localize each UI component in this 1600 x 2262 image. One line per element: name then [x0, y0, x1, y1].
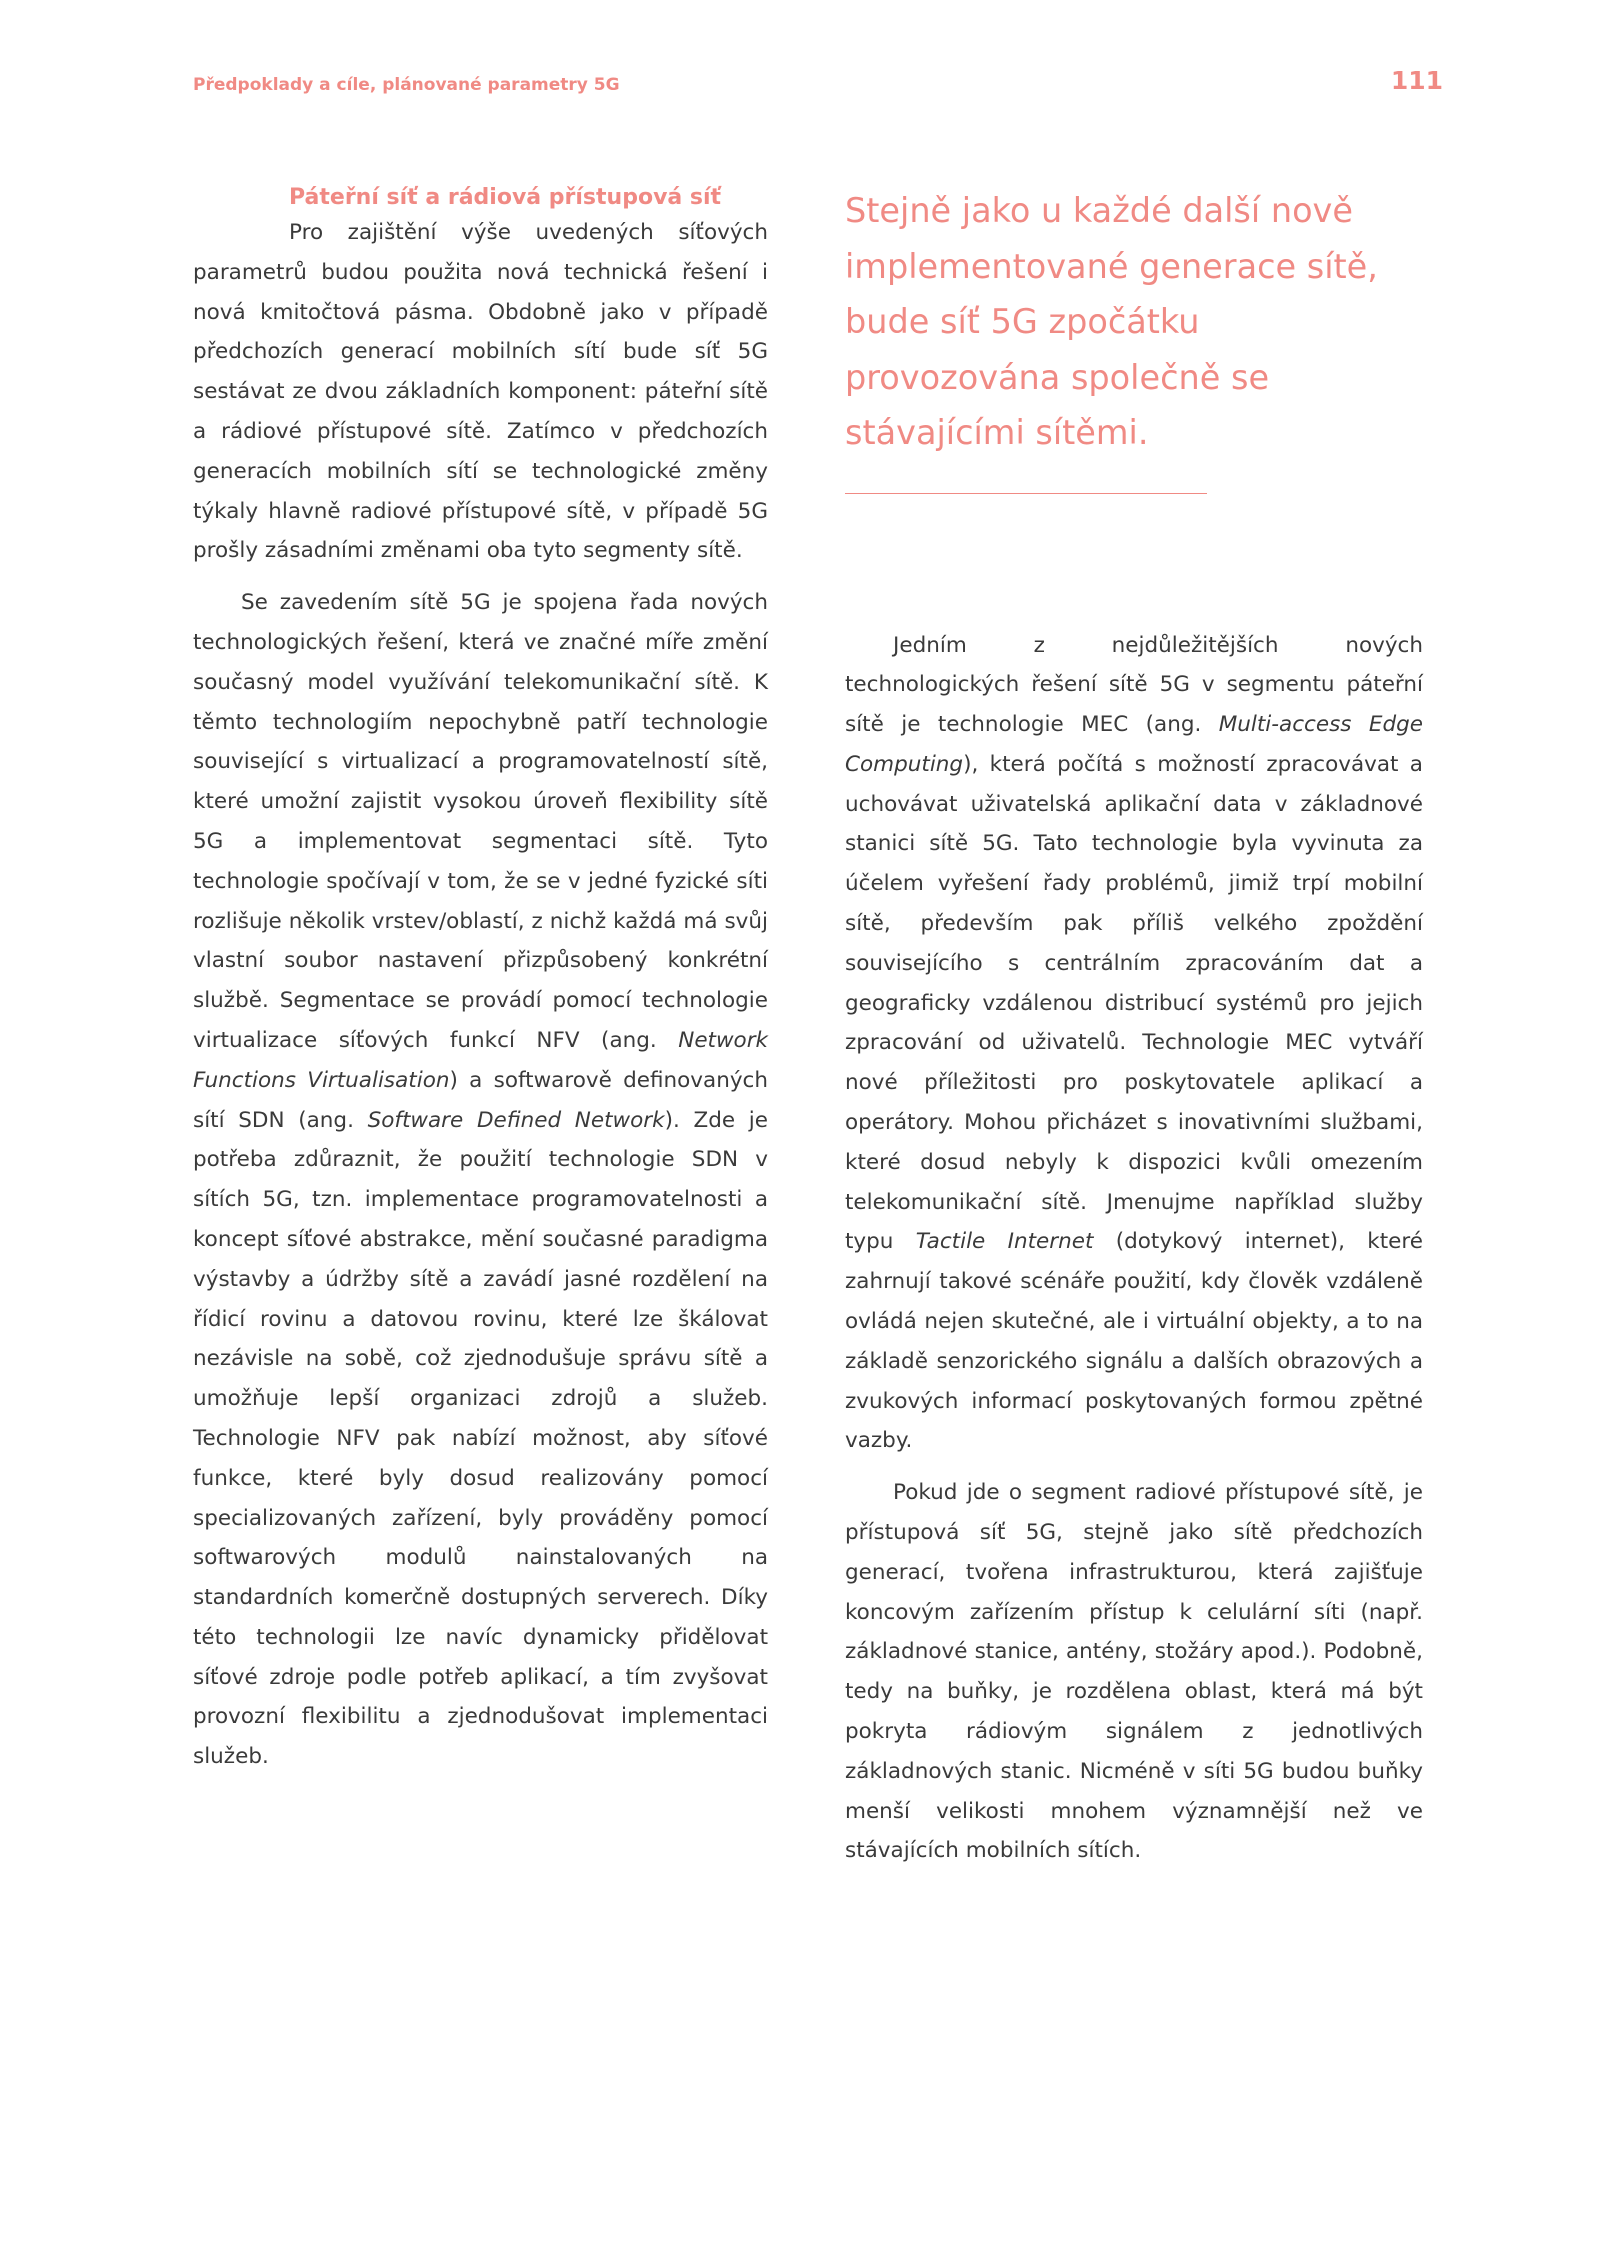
- left-paragraph-2-text-c: ). Zde je potřeba zdůraznit, že použití technologie SDN v sítích 5G, tzn. implementace programovatelnosti a koncept síťové abstrakce, mění současné paradigma výstavby a údržby sítě a zavádí jasné rozdělení na řídicí rovinu a datovou rovinu, které lze škálovat nezávisle na sobě, což zjednodušuje správu sítě a umožňuje lepší organizaci zdrojů a služeb. Technologie NFV pak nabízí možnost, aby síťové funkce, které byly dosud realizovány pomocí specializovaných zařízení, byly prováděny pomocí softwarových modulů nainstalovaných na standardních komerčně dostupných serverech. Díky této technologii lze navíc dynamicky přidělovat síťové zdroje podle potřeb aplikací, a tím zvyšovat provozní flexibilitu a zjednodušovat implementaci služeb.: [193, 1107, 768, 1770]
- right-paragraph-1-text-a: Jedním z nejdůležitějších nových technologických řešení sítě 5G v segmentu páteřní sítě je technologie MEC (ang.: [845, 632, 1423, 738]
- left-paragraph-2-text-b: ) a softwarově definovaných sítí SDN (ang.: [193, 1067, 768, 1133]
- left-paragraph-2-text-a: Se zavedením sítě 5G je spojena řada nových technologických řešení, která ve značné míře změní současný model využívání telekomunikační sítě. K těmto technologiím nepochybně patří technologie související s virtualizací a programovatelností sítě, které umožní zajistit vysokou úroveň flexibility sítě 5G a implementovat segmentaci sítě. Tyto technologie spočívají v tom, že se v jedné fyzické síti rozlišuje několik vrstev/oblastí, z nichž každá má svůj vlastní soubor nastavení přizpůsobený konkrétní službě. Segmentace se provádí pomocí technologie virtualizace síťových funkcí NFV (ang.: [193, 590, 768, 1053]
- right-paragraph-1: [845, 626, 1423, 1462]
- left-column: [193, 183, 768, 1789]
- section-heading: Páteřní síť a rádiová přístupová síť: [289, 185, 722, 210]
- right-paragraph-1-term-tactile: Tactile Internet: [915, 1229, 1094, 1255]
- page-header: [193, 66, 1443, 106]
- right-paragraph-1-text-c: (dotykový internet), které zahrnují takové scénáře použití, kdy člověk vzdáleně ovládá nejen skutečné, ale i virtuální objekty, a to na základě senzorického signálu a dalších obrazových a zvukových informací poskytovaných formou zpětné vazby.: [845, 1229, 1423, 1454]
- right-column: [845, 183, 1423, 1883]
- running-head: Předpoklady a cíle, plánované parametry 5G: [193, 75, 620, 95]
- right-paragraph-1-term-mec: Multi-access Edge Computing: [845, 712, 1423, 777]
- right-paragraph-1-text-b: ), která počítá s možností zpracovávat a uchovávat uživatelská aplikační data v základnové stanici sítě 5G. Tato technologie byla vyvinuta za účelem vyřešení řady problémů, jimiž trpí mobilní sítě, především pak příliš velkého zpoždění souvisejícího s centrálním zpracováním dat a geograficky vzdálenou distribucí systémů pro jejich zpracování od uživatelů. Technologie MEC vytváří nové příležitosti pro poskytovatele aplikací a operátory. Mohou přicházet s inovativními službami, které dosud nebyly k dispozici kvůli omezením telekomunikační sítě. Jmenujme například služby typu: [845, 751, 1423, 1255]
- left-paragraph-2-term-sdn: Software Defined Network: [367, 1107, 665, 1133]
- pullquote: Stejně jako u každé další nově implementované generace sítě, bude síť 5G zpočátku provozována společně se stávajícími sítěmi.: [845, 191, 1378, 452]
- left-paragraph-2: [193, 583, 768, 1777]
- page-number: 111: [1390, 66, 1443, 95]
- left-paragraph-2-term-nfv: Network Functions Virtualisation: [193, 1027, 769, 1093]
- right-paragraph-2: Pokud jde o segment radiové přístupové sítě, je přístupová síť 5G, stejně jako sítě předchozích generací, tvořena infrastrukturou, která zajišťuje koncovým zařízením přístup k celulární síti (např. základnové stanice, antény, stožáry apod.). Podobně, tedy na buňky, je rozdělena oblast, která má být pokryta rádiovým signálem z jednotlivých základnových stanic. Nicméně v síti 5G budou buňky menší velikosti mnohem významnější než ve stávajících mobilních sítích.: [845, 1480, 1423, 1864]
- pullquote-divider: [845, 493, 1207, 494]
- left-paragraph-1: Pro zajištění výše uvedených síťových parametrů budou použita nová technická řešení i nová kmitočtová pásma. Obdobně jako v případě předchozích generací mobilních sítí bude síť 5G sestávat ze dvou základních komponent: páteřní sítě a rádiové přístupové sítě. Zatímco v předchozích generacích mobilních sítí se technologické změny týkaly hlavně radiové přístupové sítě, v případě 5G prošly zásadními změnami oba tyto segmenty sítě.: [193, 220, 768, 564]
